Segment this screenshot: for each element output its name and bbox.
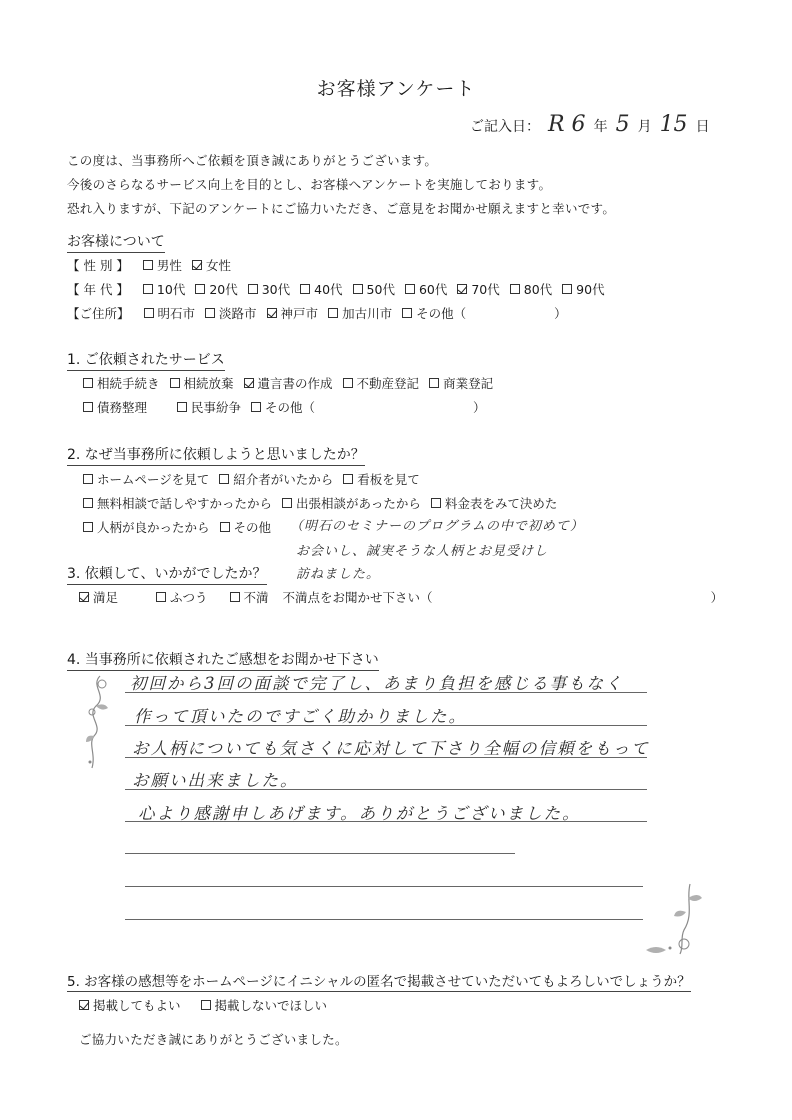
reason-website-label: ホームページを見て (97, 472, 210, 487)
age-50-checkbox[interactable] (353, 284, 363, 294)
q4-handwritten-4: お願い出来ました。 (132, 771, 299, 790)
date-era: R 6 (548, 112, 586, 137)
service-commercial-checkbox[interactable] (429, 378, 439, 388)
age-60-checkbox[interactable] (405, 284, 415, 294)
address-label: 【ご住所】 (67, 306, 130, 321)
date-month: 5 (615, 112, 630, 137)
publish-no-checkbox[interactable] (201, 1000, 211, 1010)
reason-free-consult-label: 無料相談で話しやすかったから (97, 496, 273, 511)
q4-handwritten-5: 心より感謝申しあげます。ありがとうございました。 (138, 804, 581, 823)
reason-fee-table-label: 料金表をみて決めた (444, 496, 558, 511)
service-will-checkbox[interactable] (244, 378, 254, 388)
satisfaction-normal-label: ふつう (170, 590, 208, 605)
age-90-label: 90代 (576, 282, 605, 297)
q1-row-1 (83, 374, 493, 392)
q2-handwritten-2: お会いし、誠実そうな人柄とお見受けし (296, 544, 549, 559)
address-kakogawa-checkbox[interactable] (328, 308, 338, 318)
q2-row-3 (83, 518, 271, 536)
reason-website-checkbox[interactable] (83, 474, 93, 484)
q4-handwritten-3: お人柄についても気さくに応対して下さり全幅の信頼をもって (132, 739, 650, 758)
date-day: 15 (659, 112, 688, 137)
reason-other-checkbox[interactable] (220, 522, 230, 532)
date-year-suffix: 年 (593, 119, 608, 135)
reason-personality-label: 人柄が良かったから (97, 520, 210, 535)
age-30-checkbox[interactable] (248, 284, 258, 294)
age-60-label: 60代 (418, 282, 448, 297)
intro-line-2: 今後のさらなるサービス向上を目的とし、お客様へアンケートを実施しております。 (67, 177, 552, 192)
age-80-checkbox[interactable] (510, 284, 520, 294)
age-row (67, 280, 605, 298)
gender-female-checkbox[interactable] (192, 260, 202, 270)
q4-handwritten-1: 初回から3回の面談で完了し、あまり負担を感じる事もなく (130, 674, 624, 693)
q1-row-2 (83, 398, 486, 416)
date-month-suffix: 月 (637, 119, 652, 135)
address-other-close: ） (554, 306, 567, 321)
address-other-checkbox[interactable] (402, 308, 412, 318)
service-realestate-checkbox[interactable] (343, 378, 353, 388)
service-renunciation-label: 相続放棄 (183, 376, 234, 391)
reason-free-consult-checkbox[interactable] (83, 498, 93, 508)
age-70-checkbox[interactable] (457, 284, 467, 294)
answer-line-8 (125, 919, 643, 920)
address-akashi-label: 明石市 (157, 306, 196, 321)
satisfaction-dissatisfied-checkbox[interactable] (230, 592, 240, 602)
address-kakogawa-label: 加古川市 (342, 306, 393, 321)
service-debt-checkbox[interactable] (83, 402, 93, 412)
service-inheritance-label: 相続手続き (97, 376, 160, 391)
reason-signboard-label: 看板を見て (357, 472, 420, 487)
publish-no-label: 掲載しないでほしい (214, 998, 328, 1013)
page-title: お客様アンケート (316, 78, 476, 100)
address-kobe-checkbox[interactable] (267, 308, 277, 318)
date-row (470, 112, 710, 137)
q5-heading: 5. お客様の感想等をホームページにイニシャルの匿名で掲載させていただいてもよろしいでしょうか？ (67, 970, 691, 992)
answer-line-7 (125, 886, 643, 887)
about-heading: お客様について (67, 231, 165, 253)
q2-handwritten-3: 訪ねました。 (296, 567, 381, 582)
publish-yes-checkbox[interactable] (79, 1000, 89, 1010)
reason-personality-checkbox[interactable] (83, 522, 93, 532)
age-10-label: 10代 (156, 282, 186, 297)
publish-yes-label: 掲載してもよい (93, 998, 181, 1013)
age-90-checkbox[interactable] (562, 284, 572, 294)
q3-row (79, 588, 723, 606)
floral-ornament-right-icon (640, 880, 710, 960)
gender-row (67, 256, 231, 274)
service-will-label: 遺言書の作成 (257, 376, 333, 391)
reason-fee-table-checkbox[interactable] (431, 498, 441, 508)
reason-other-label: その他 (233, 520, 272, 535)
q2-heading: 2. なぜ当事務所に依頼しようと思いましたか？ (67, 444, 365, 466)
reason-visit-consult-checkbox[interactable] (282, 498, 292, 508)
reason-referral-label: 紹介者がいたから (233, 472, 334, 487)
gender-label: 【 性 別 】 (67, 258, 129, 273)
age-70-label: 70代 (471, 282, 500, 297)
date-day-suffix: 日 (695, 119, 710, 135)
age-30-label: 30代 (261, 282, 291, 297)
satisfaction-satisfied-checkbox[interactable] (79, 592, 89, 602)
q5-row (79, 996, 327, 1014)
dissatisfied-prompt: 不満点をお聞かせ下さい（ (282, 590, 433, 605)
service-other-close: ） (473, 400, 486, 415)
service-debt-label: 債務整理 (97, 400, 148, 415)
reason-referral-checkbox[interactable] (219, 474, 229, 484)
floral-ornament-left-icon (82, 672, 116, 772)
age-40-checkbox[interactable] (300, 284, 310, 294)
q4-heading: 4. 当事務所に依頼されたご感想をお聞かせ下さい (67, 649, 379, 671)
q2-row-1 (83, 470, 420, 488)
reason-visit-consult-label: 出張相談があったから (296, 496, 421, 511)
service-renunciation-checkbox[interactable] (170, 378, 180, 388)
dissatisfied-close: ） (710, 590, 724, 605)
q3-heading: 3. 依頼して、いかがでしたか？ (67, 563, 267, 585)
satisfaction-dissatisfied-label: 不満 (243, 590, 269, 605)
date-label: ご記入日： (470, 119, 540, 135)
age-label: 【 年 代 】 (67, 282, 129, 297)
age-80-label: 80代 (523, 282, 553, 297)
service-civil-checkbox[interactable] (177, 402, 187, 412)
gender-male-label: 男性 (156, 258, 182, 273)
service-other-checkbox[interactable] (251, 402, 261, 412)
q1-heading: 1. ご依頼されたサービス (67, 349, 225, 371)
gender-male-checkbox[interactable] (143, 260, 153, 270)
satisfaction-satisfied-label: 満足 (93, 590, 119, 605)
gender-female-label: 女性 (205, 258, 231, 273)
age-20-checkbox[interactable] (195, 284, 205, 294)
age-40-label: 40代 (314, 282, 343, 297)
service-civil-label: 民事紛争 (191, 400, 242, 415)
age-20-label: 20代 (209, 282, 238, 297)
address-awaji-checkbox[interactable] (205, 308, 215, 318)
closing-message: ご協力いただき誠にありがとうございました。 (79, 1032, 348, 1047)
intro-line-3: 恐れ入りますが、下記のアンケートにご協力いただき、ご意見をお聞かせ願えますと幸いです。 (67, 201, 616, 216)
satisfaction-normal-checkbox[interactable] (156, 592, 166, 602)
intro-line-1: この度は、当事務所へご依頼を頂き誠にありがとうございます。 (67, 153, 438, 168)
address-kobe-label: 神戸市 (280, 306, 319, 321)
q2-row-2 (83, 494, 557, 512)
answer-line-6 (125, 853, 515, 854)
service-realestate-label: 不動産登記 (356, 376, 420, 391)
age-50-label: 50代 (366, 282, 395, 297)
address-row (67, 304, 567, 322)
service-commercial-label: 商業登記 (443, 376, 494, 391)
service-other-label: その他（ (265, 400, 316, 415)
q2-handwritten-1: （明石のセミナーのプログラムの中で初めて） (290, 519, 584, 534)
address-other-label: その他（ (416, 306, 467, 321)
service-inheritance-checkbox[interactable] (83, 378, 93, 388)
reason-signboard-checkbox[interactable] (343, 474, 353, 484)
q4-handwritten-2: 作って頂いたのですごく助かりました。 (134, 707, 467, 726)
age-10-checkbox[interactable] (143, 284, 153, 294)
address-akashi-checkbox[interactable] (144, 308, 154, 318)
address-awaji-label: 淡路市 (219, 306, 257, 321)
